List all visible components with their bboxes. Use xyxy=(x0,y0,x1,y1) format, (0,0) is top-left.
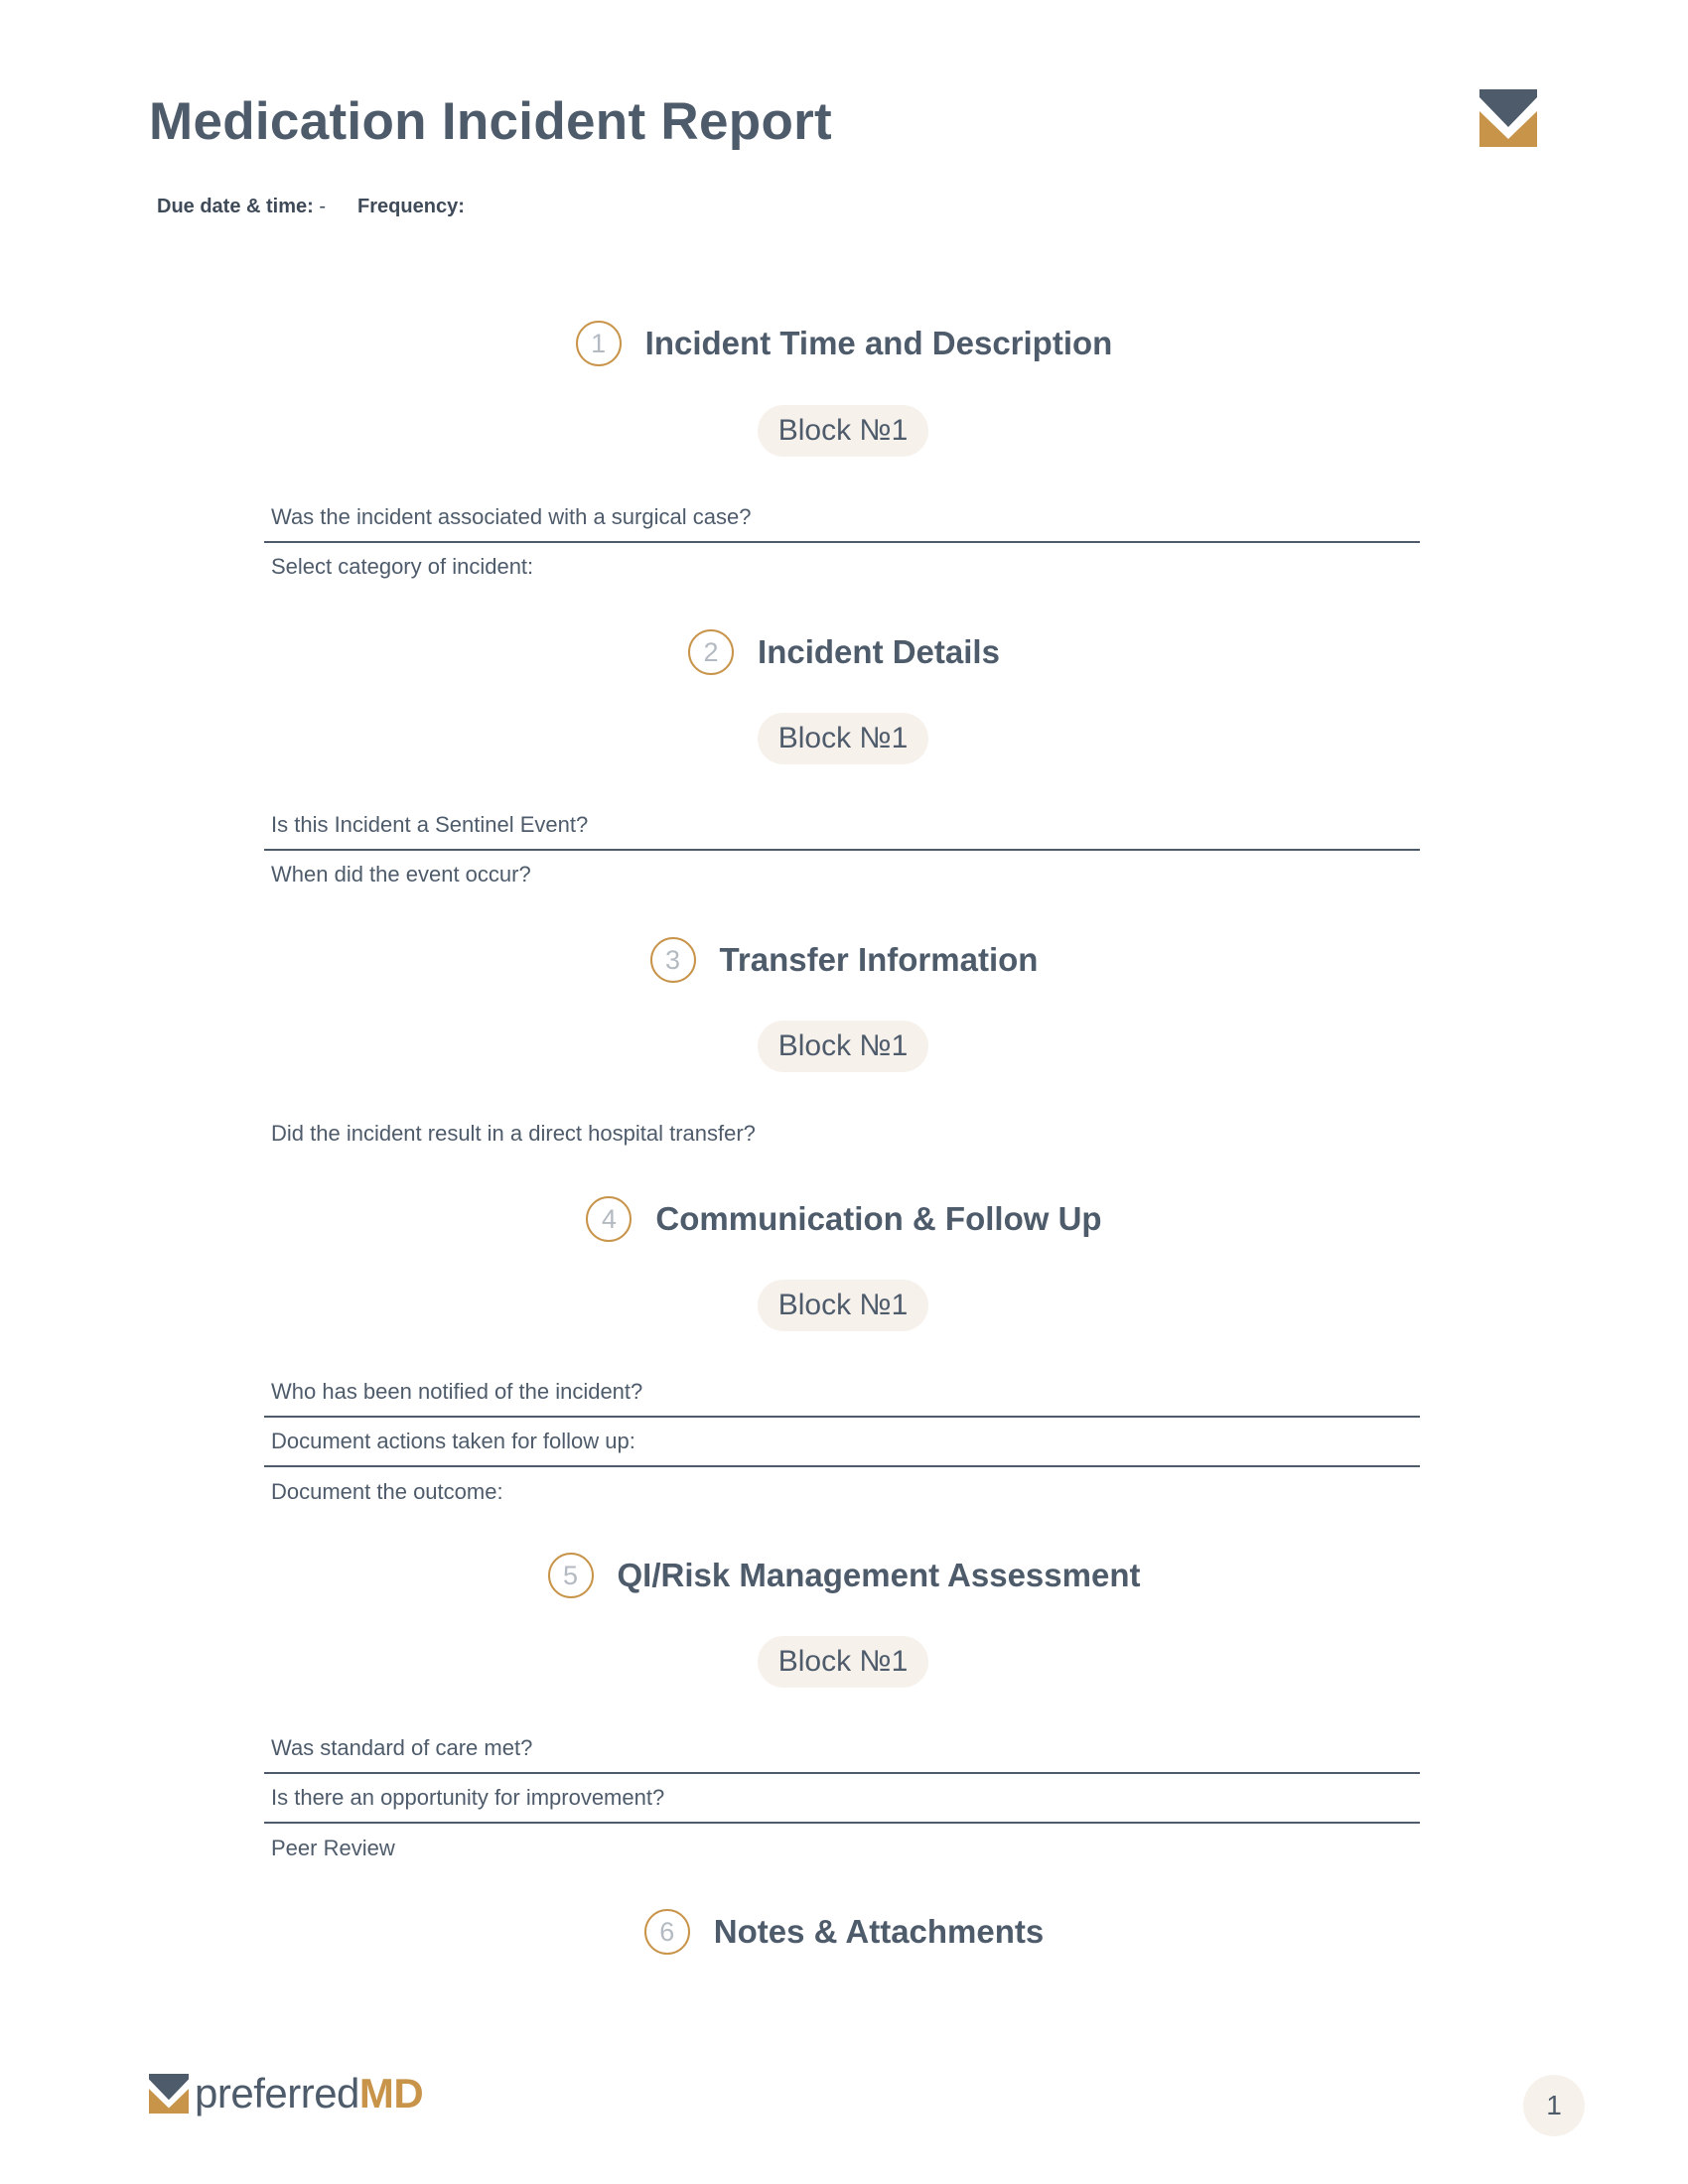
step-number: 5 xyxy=(548,1553,594,1598)
question-row: Is this Incident a Sentinel Event? xyxy=(264,801,1420,851)
question-row: Document the outcome: xyxy=(271,1479,503,1504)
section-title: Communication & Follow Up xyxy=(655,1200,1102,1237)
section-heading-1 xyxy=(0,318,1688,369)
question-row: Who has been notified of the incident? xyxy=(264,1368,1420,1418)
section-title: Notes & Attachments xyxy=(713,1913,1045,1950)
footer-brand-logo xyxy=(149,2070,423,2117)
question-row: Was standard of care met? xyxy=(264,1724,1420,1774)
step-number: 6 xyxy=(644,1909,690,1955)
section-title: Transfer Information xyxy=(719,941,1039,978)
due-date-label: Due date & time: xyxy=(157,196,314,217)
block-badge: Block №1 xyxy=(758,713,928,764)
question-row: Did the incident result in a direct hospital transfer? xyxy=(271,1121,756,1146)
section-heading-5 xyxy=(0,1550,1688,1601)
brand-prefix: preferred xyxy=(195,2070,359,2116)
block-badge: Block №1 xyxy=(758,1636,928,1688)
section-heading-2 xyxy=(0,626,1688,678)
check-logo-icon xyxy=(149,2074,189,2114)
step-number: 1 xyxy=(576,321,622,366)
step-number: 2 xyxy=(688,629,734,675)
brand-suffix: MD xyxy=(358,2070,424,2116)
section-title: Incident Time and Description xyxy=(644,325,1113,361)
section-title: Incident Details xyxy=(758,633,1000,670)
block-badge: Block №1 xyxy=(758,405,928,457)
due-date xyxy=(157,196,326,218)
block-badge: Block №1 xyxy=(758,1021,928,1072)
check-logo-icon xyxy=(1479,89,1537,147)
question-row: Select category of incident: xyxy=(271,554,534,579)
question-row: Was the incident associated with a surgical case? xyxy=(264,493,1420,543)
document-title: Medication Incident Report xyxy=(149,92,833,151)
section-heading-3 xyxy=(0,934,1688,986)
question-row: When did the event occur? xyxy=(271,862,531,887)
frequency-label: Frequency: xyxy=(357,196,465,217)
question-row: Is there an opportunity for improvement? xyxy=(264,1774,1420,1824)
brand-name xyxy=(195,2070,423,2117)
page-number: 1 xyxy=(1523,2075,1585,2136)
section-heading-6 xyxy=(0,1906,1688,1958)
report-meta xyxy=(157,196,465,218)
section-heading-4 xyxy=(0,1193,1688,1245)
section-title: QI/Risk Management Assessment xyxy=(617,1557,1141,1593)
question-row: Peer Review xyxy=(271,1836,395,1860)
frequency xyxy=(357,196,465,218)
question-row: Document actions taken for follow up: xyxy=(264,1418,1420,1467)
step-number: 3 xyxy=(650,937,696,983)
step-number: 4 xyxy=(586,1196,632,1242)
block-badge: Block №1 xyxy=(758,1280,928,1331)
due-date-value: - xyxy=(319,196,327,217)
